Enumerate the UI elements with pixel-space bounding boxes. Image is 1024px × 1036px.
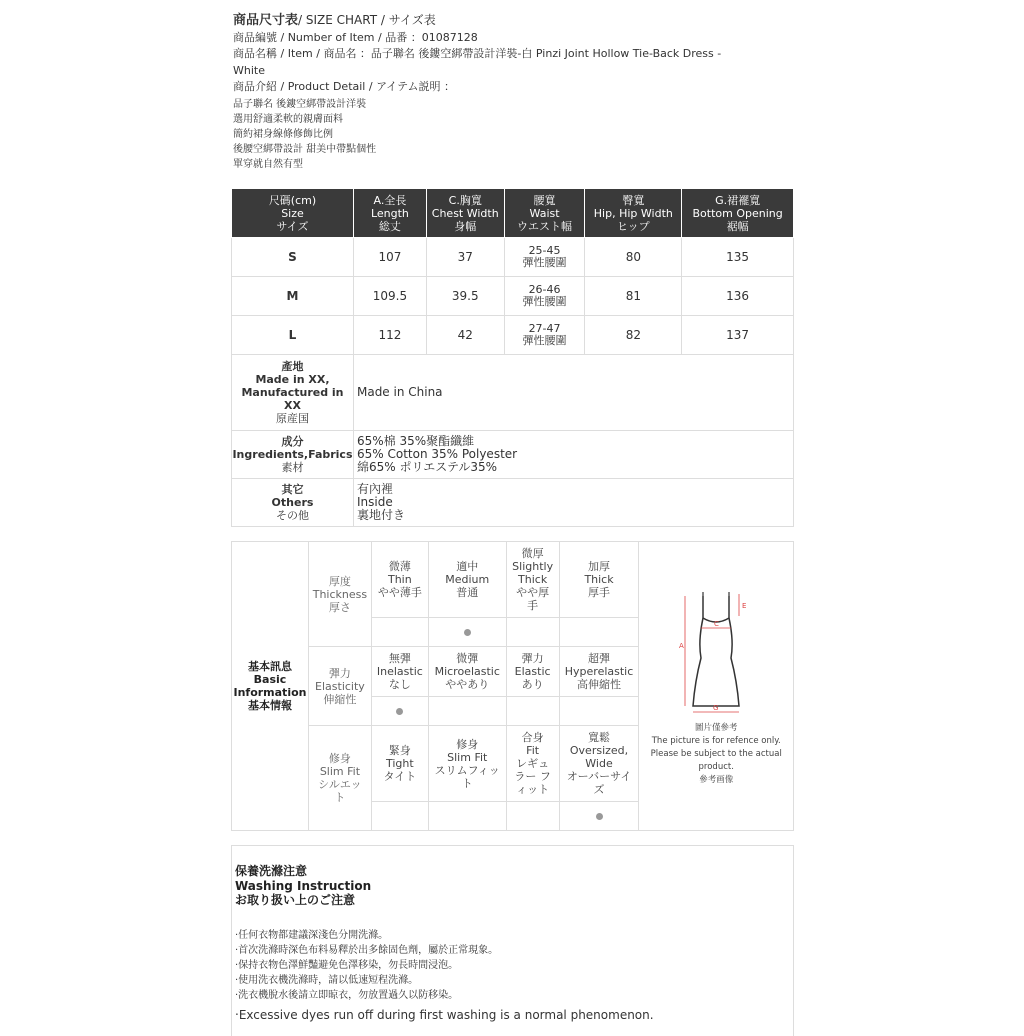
- list-item: ‧洗衣機脫水後請立即晾衣，勿放置過久以防移染。: [235, 990, 459, 1001]
- indicator-cell: [428, 802, 506, 831]
- elasticity-option-hyper: 超彈 Hyperelastic 高伸縮性: [559, 647, 639, 697]
- waist-cell: 26-46 彈性腰圍: [504, 277, 585, 316]
- list-item: ‧首次洗滌時深色布料易釋於出多餘固色劑，屬於正常現象。: [235, 945, 499, 956]
- letter-g: G: [713, 703, 719, 712]
- selected-dot-icon: [596, 813, 603, 820]
- size-table-header: [232, 189, 794, 238]
- thickness-option-slightly-thick: 微厚 Slightly Thick やや厚 手: [506, 542, 559, 618]
- fit-option-tight: 緊身 Tight タイト: [371, 726, 428, 802]
- chest-cell: 39.5: [426, 277, 504, 316]
- elasticity-option-elastic: 彈力 Elastic あり: [506, 647, 559, 697]
- hip-cell: 80: [585, 238, 682, 277]
- bottom-cell: 135: [682, 238, 794, 277]
- fit-option-slim: 修身 Slim Fit スリムフィッ ト: [428, 726, 506, 802]
- origin-value: Made in China: [353, 355, 793, 431]
- washing-instruction-section: [231, 845, 794, 1036]
- washing-heading: 保養洗滌注意 Washing Instruction お取り扱い上のご注意: [235, 864, 372, 907]
- chest-cell: 37: [426, 238, 504, 277]
- product-detail-label: 商品介紹 / Product Detail / アイテム説明 ：: [233, 80, 456, 93]
- indicator-cell: [428, 618, 506, 647]
- size-cell: M: [232, 277, 354, 316]
- thickness-label: 厚度 Thickness 厚さ: [308, 542, 371, 647]
- others-value: 有內裡 Inside 裏地付き: [353, 479, 793, 527]
- table-row: [232, 277, 794, 316]
- size-table: [231, 188, 794, 527]
- letter-e: E: [742, 601, 747, 610]
- fabric-row: [232, 431, 794, 479]
- indicator-cell: [506, 697, 559, 726]
- diagram-caption: Please be subject to the actual: [650, 748, 782, 759]
- diagram-caption: The picture is for refence only.: [651, 735, 781, 746]
- length-cell: 109.5: [353, 277, 426, 316]
- selected-dot-icon: [396, 708, 403, 715]
- size-cell: S: [232, 238, 354, 277]
- fit-option-oversized: 寬鬆 Oversized, Wide オーバーサイ ズ: [559, 726, 639, 802]
- origin-label: 產地 Made in XX, Manufactured in XX 原産国: [232, 355, 354, 431]
- header-waist: 腰寬 Waist ウエスト幅: [504, 189, 585, 238]
- header-hip: 臀寬 Hip, Hip Width ヒップ: [585, 189, 682, 238]
- diagram-caption: product.: [698, 761, 734, 772]
- basic-info-table: [231, 541, 794, 831]
- description-line: 品子聯名 後鏤空綁帶設計洋裝: [233, 98, 367, 110]
- indicator-cell: [559, 802, 639, 831]
- selected-dot-icon: [464, 629, 471, 636]
- header-size: 尺碼(cm) Size サイズ: [232, 189, 354, 238]
- header-length: A.全長 Length 総丈: [353, 189, 426, 238]
- thickness-option-thin: 微薄 Thin やや薄手: [371, 542, 428, 618]
- product-description: [233, 97, 793, 172]
- hip-cell: 81: [585, 277, 682, 316]
- length-cell: 112: [353, 316, 426, 355]
- elasticity-label: 彈力 Elasticity 伸縮性: [308, 647, 371, 726]
- indicator-cell: [371, 802, 428, 831]
- list-item: ‧使用洗衣機洗滌時，請以低速短程洗滌。: [235, 975, 419, 986]
- fabric-value: 65%棉 35%聚酯纖維 65% Cotton 35% Polyester 綿65% ポリエステル35%: [353, 431, 793, 479]
- letter-c: C: [714, 619, 720, 628]
- origin-row: [232, 355, 794, 431]
- list-item: ‧任何衣物都建議深淺色分開洗滌。: [235, 930, 389, 941]
- waist-cell: 25-45 彈性腰圍: [504, 238, 585, 277]
- diagram-caption: 參考画像: [699, 774, 734, 785]
- others-row: [232, 479, 794, 527]
- indicator-cell: [559, 697, 639, 726]
- item-name: 商品名稱 / Item / 商品名 ：品子聯名 後鏤空綁帶設計洋裝-白 Pinzi Joint Hollow Tie-Back Dress -: [233, 47, 722, 60]
- bottom-cell: 136: [682, 277, 794, 316]
- size-cell: L: [232, 316, 354, 355]
- item-name-cont: White: [233, 63, 265, 77]
- waist-cell: 27-47 彈性腰圍: [504, 316, 585, 355]
- diagram-caption: 圖片僅參考: [694, 722, 738, 733]
- item-number: 商品編號 / Number of Item / 品番 ：01087128: [233, 30, 478, 44]
- list-item: ‧保持衣物色澤鮮豔避免色澤移染，勿長時間浸泡。: [235, 960, 459, 971]
- elasticity-option-inelastic: 無彈 Inelastic なし: [371, 647, 428, 697]
- washing-note-en: ‧Excessive dyes run off during first washing is a normal phenomenon.: [235, 1008, 654, 1022]
- product-header: [233, 12, 793, 172]
- indicator-cell: [428, 697, 506, 726]
- thickness-option-medium: 適中 Medium 普通: [428, 542, 506, 618]
- others-label: 其它 Others その他: [232, 479, 354, 527]
- indicator-cell: [371, 697, 428, 726]
- basic-info-label: 基本訊息 Basic Information 基本情報: [232, 542, 309, 831]
- hip-cell: 82: [585, 316, 682, 355]
- length-cell: 107: [353, 238, 426, 277]
- description-line: 單穿就自然有型: [233, 158, 303, 170]
- indicator-cell: [559, 618, 639, 647]
- description-line: 後腰空綁帶設計 甜美中帶點個性: [233, 143, 377, 155]
- chest-cell: 42: [426, 316, 504, 355]
- indicator-cell: [506, 802, 559, 831]
- table-row: [232, 238, 794, 277]
- bottom-cell: 137: [682, 316, 794, 355]
- letter-a: A: [679, 641, 685, 650]
- dress-diagram-icon: [671, 586, 761, 716]
- thickness-option-thick: 加厚 Thick 厚手: [559, 542, 639, 618]
- fabric-label: 成分 Ingredients,Fabrics 素材: [232, 431, 354, 479]
- garment-diagram: [639, 542, 794, 831]
- description-line: 選用舒適柔軟的親膚面料: [233, 113, 343, 125]
- elasticity-option-micro: 微彈 Microelastic ややあり: [428, 647, 506, 697]
- description-line: 簡約裙身線條修飾比例: [233, 128, 333, 140]
- header-bottom: G.裙襬寬 Bottom Opening 裾幅: [682, 189, 794, 238]
- size-chart-title: 商品尺寸表/ SIZE CHART / サイズ表: [233, 13, 436, 28]
- header-chest: C.胸寬 Chest Width 身幅: [426, 189, 504, 238]
- indicator-cell: [371, 618, 428, 647]
- table-row: [232, 316, 794, 355]
- fit-label: 修身 Slim Fit シルエッ ト: [308, 726, 371, 831]
- washing-list: [235, 928, 498, 1003]
- fit-option-fit: 合身 Fit レギュ ラー フ ィット: [506, 726, 559, 802]
- indicator-cell: [506, 618, 559, 647]
